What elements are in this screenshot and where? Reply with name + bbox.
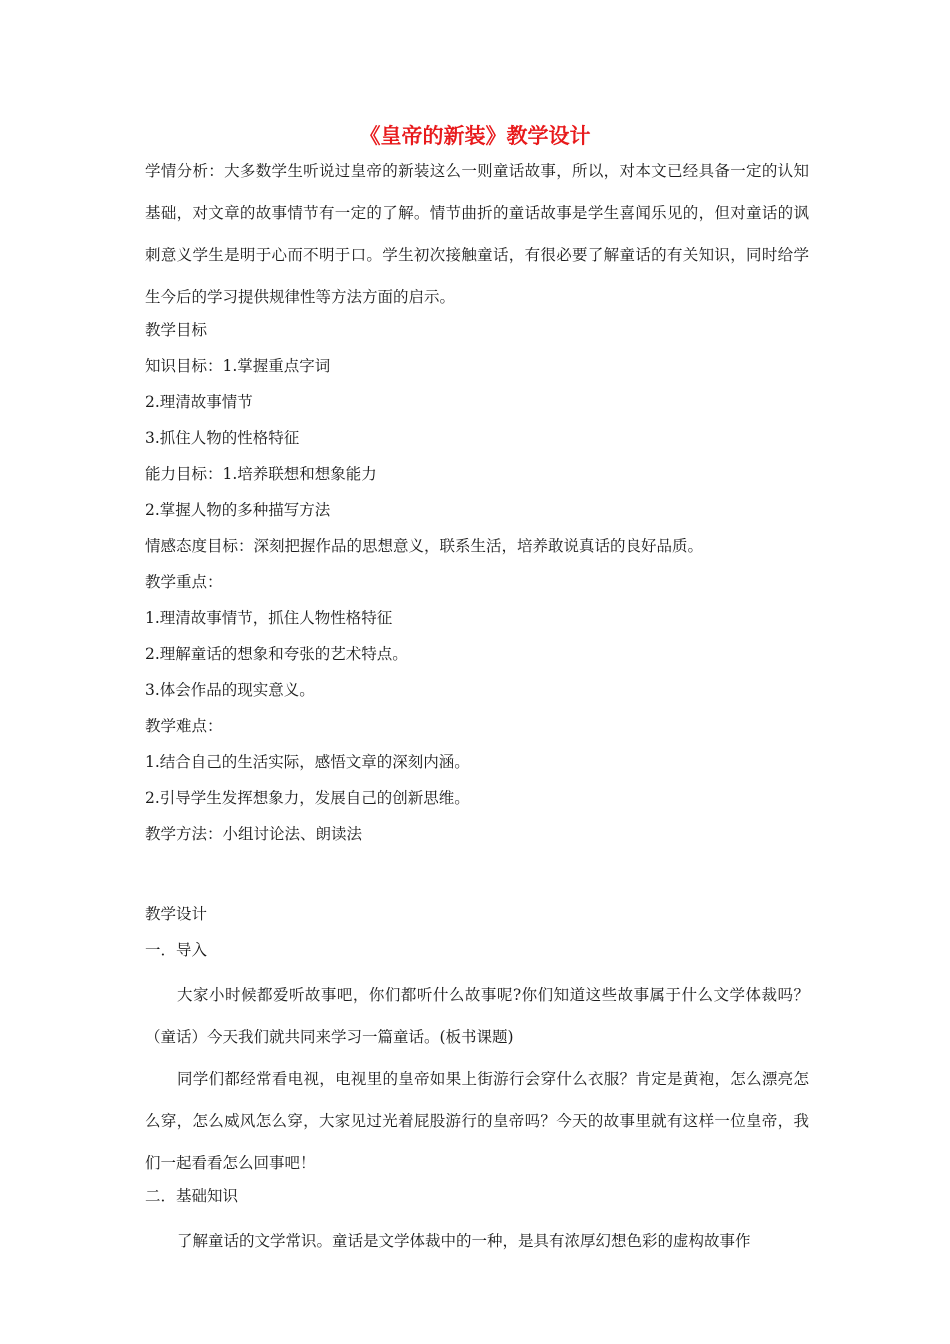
section1-heading: 一．导入 [145, 941, 208, 959]
difficulties-heading: 教学难点： [145, 717, 223, 735]
section1-paragraph-2: 同学们都经常看电视，电视里的皇帝如果上街游行会穿什么衣服？肯定是黄袍，怎么漂亮怎么穿，怎么威风怎么穿，大家见过光着屁股游行的皇帝吗？今天的故事里就有这样一位皇帝，我们一起看看怎么回事吧！ [145, 1070, 809, 1172]
spacer [145, 858, 809, 902]
knowledge-goal-1: 知识目标：1.掌握重点字词 [145, 357, 331, 375]
key-point-2: 2.理解童话的想象和夸张的艺术特点。 [145, 645, 408, 663]
knowledge-goal-3: 3.抓住人物的性格特征 [145, 429, 300, 447]
key-points-heading: 教学重点： [145, 573, 223, 591]
knowledge-goal-2: 2.理清故事情节 [145, 393, 253, 411]
emotion-goal: 情感态度目标：深刻把握作品的思想意义，联系生活，培养敢说真话的良好品质。 [145, 537, 704, 555]
key-point-3: 3.体会作品的现实意义。 [145, 681, 315, 699]
difficulty-2: 2.引导学生发挥想象力，发展自己的创新思维。 [145, 789, 470, 807]
key-point-1: 1.理清故事情节，抓住人物性格特征 [145, 609, 393, 627]
ability-goal-1: 能力目标：1.培养联想和想象能力 [145, 465, 377, 483]
section2-heading: 二．基础知识 [145, 1187, 239, 1205]
method-line: 教学方法：小组讨论法、朗读法 [145, 825, 363, 843]
document-body [145, 150, 809, 1262]
analysis-paragraph: 学情分析：大多数学生听说过皇帝的新装这么一则童话故事，所以，对本文已经具备一定的认知基础，对文章的故事情节有一定的了解。情节曲折的童话故事是学生喜闻乐见的，但对童话的讽刺意义学生是明于心而不明于口。学生初次接触童话，有很必要了解童话的有关知识，同时给学生今后的学习提供规律性等方法方面的启示。 [145, 162, 809, 306]
design-heading: 教学设计 [145, 905, 208, 923]
goals-heading: 教学目标 [145, 321, 208, 339]
section2-paragraph-1: 了解童话的文学常识。童话是文学体裁中的一种，是具有浓厚幻想色彩的虚构故事作 [177, 1232, 751, 1250]
difficulty-1: 1.结合自己的生活实际，感悟文章的深刻内涵。 [145, 753, 470, 771]
ability-goal-2: 2.掌握人物的多种描写方法 [145, 501, 331, 519]
section1-paragraph-1: 大家小时候都爱听故事吧，你们都听什么故事呢?你们知道这些故事属于什么文学体裁吗？（童话）今天我们就共同来学习一篇童话。(板书课题) [145, 986, 809, 1046]
document-title: 《皇帝的新装》教学设计 [359, 124, 591, 148]
